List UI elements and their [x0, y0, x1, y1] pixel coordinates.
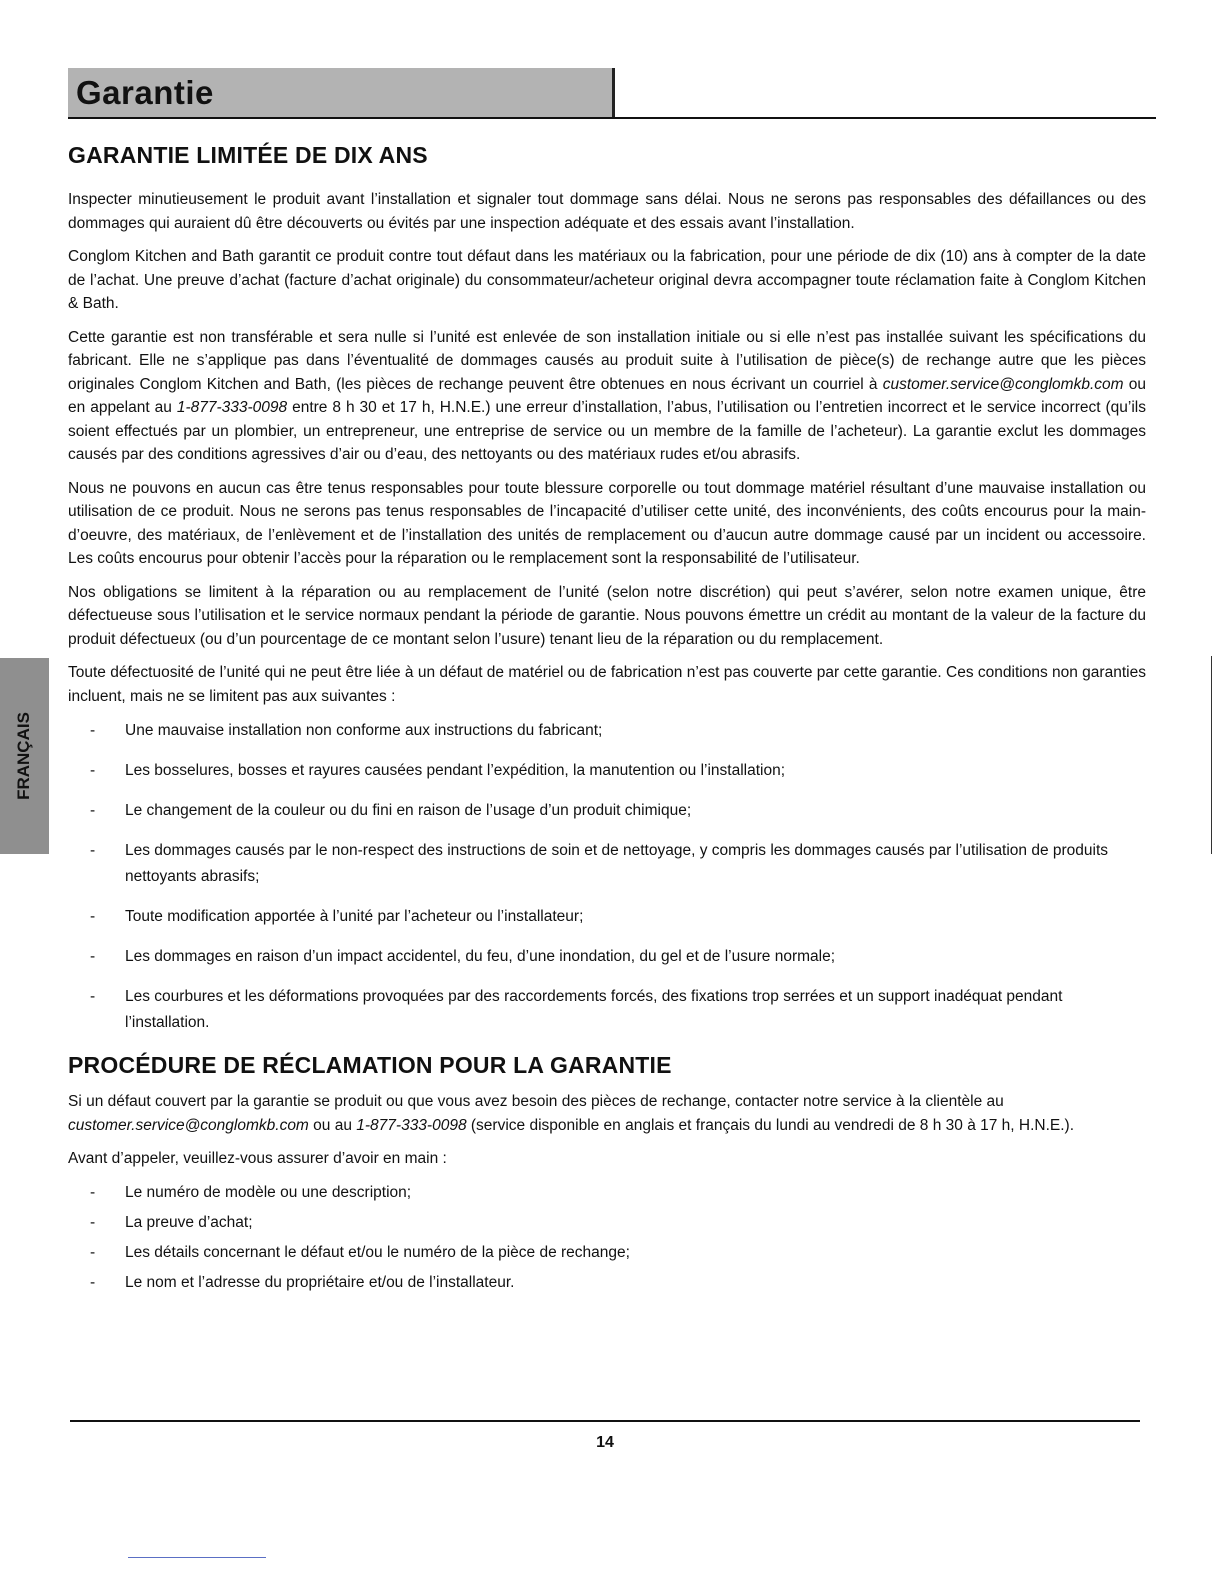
list-item: - Le changement de la couleur ou du fini en raison de l’usage d’un produit chimique; — [90, 802, 692, 819]
coverage-paragraph: Conglom Kitchen and Bath garantit ce produit contre tout défaut dans les matériaux ou la fabrication, pour une période de dix (10) ans à compter de la date de l’achat. Une preuve d’achat (facture d’achat originale) du consommateur/acheteur original devra accompagner toute réclamation faite à Conglom Kitchen & Bath. — [68, 248, 1146, 312]
phone-number: 1-877-333-0098 — [356, 1116, 467, 1134]
obligations-paragraph: Nos obligations se limitent à la réparation ou au remplacement de l’unité (selon notre discrétion) qui peut s’avérer, selon notre examen unique, être défectueuse sous l’utilisation et le service normaux pendant la période de garantie. Nous pouvons émettre un crédit au montant de la valeur de la facture du produit défectueux (ou d’un pourcentage de ce montant selon l’usure) tenant lieu de la réparation ou du remplacement. — [68, 583, 1146, 648]
list-item: - Toute modification apportée à l’unité par l’acheteur ou l’installateur; — [90, 908, 584, 925]
email-link[interactable]: customer.service@conglomkb.com — [882, 375, 1124, 393]
list-item: - Le numéro de modèle ou une description; — [90, 1183, 412, 1201]
claim-procedure-heading: PROCÉDURE DE RÉCLAMATION POUR LA GARANTIE — [68, 1052, 672, 1078]
exclusions-list — [68, 718, 1146, 1036]
inspection-paragraph: Inspecter minutieusement le produit avant l’installation et signaler tout dommage sans délai. Nous ne serons pas responsables des défaillances ou des dommages qui auraient dû être découverts ou évités par une inspection adéquate et des essais avant l’installation. — [68, 191, 1146, 232]
list-item: - Une mauvaise installation non conforme aux instructions du fabricant; — [90, 722, 603, 739]
header-divider — [68, 117, 1156, 119]
list-item: - Les bosselures, bosses et rayures causées pendant l’expédition, la manutention ou l’installation; — [90, 762, 786, 779]
footer-divider — [70, 1420, 1140, 1422]
list-item: - La preuve d’achat; — [90, 1213, 253, 1231]
claim-contact-paragraph: Si un défaut couvert par la garantie se produit ou que vous avez besoin des pièces de rechange, contacter notre service à la clientèle au customer.service@conglomkb.com ou au 1-877-333-0098 (service disponible en anglais et français du lundi au vendredi de 8 h 30 à 17 h, H.N.E.). — [68, 1093, 1075, 1134]
language-tab-label: FRANÇAIS — [14, 712, 33, 800]
warranty-heading: GARANTIE LIMITÉE DE DIX ANS — [68, 142, 428, 168]
exclusions-intro: Toute défectuosité de l’unité qui ne peut être liée à un défaut de matériel ou de fabrication n’est pas couverte par cette garantie. Ces conditions non garanties incluent, mais ne se limitent pas aux suivantes : — [68, 664, 1146, 705]
warranty-content — [68, 140, 1146, 1301]
bottom-link-underline — [128, 1557, 266, 1558]
list-item: - Le nom et l’adresse du propriétaire et/ou de l’installateur. — [90, 1273, 515, 1291]
page-title: Garantie — [76, 74, 214, 111]
margin-mark — [1211, 656, 1212, 854]
language-tab — [0, 658, 49, 854]
list-item: - Les dommages causés par le non-respect des instructions de soin et de nettoyage, y compris les dommages causés par l’utilisation de produits nettoyants abrasifs; — [90, 842, 1109, 885]
liability-paragraph: Nous ne pouvons en aucun cas être tenus responsables pour toute blessure corporelle ou tout dommage matériel résultant d’une mauvaise installation ou utilisation de ce produit. Nous ne serons pas tenus responsables de l’incapacité d’utiliser cette unité, des inconvénients, des coûts encourus pour la main-d’oeuvre, des matériaux, de l’enlèvement et de l’installation des unités de remplacement ou d’aucun autre dommage causé par un incident ou accessoire. Les coûts encourus pour obtenir l’accès pour la réparation ou le remplacement sont la responsabilité de l’utilisateur. — [68, 479, 1146, 567]
section-header-bar — [68, 68, 615, 118]
page-number: 14 — [596, 1434, 614, 1451]
transfer-paragraph: Cette garantie est non transférable et sera nulle si l’unité est enlevée de son installation initiale ou si elle n’est pas installée suivant les spécifications du fabricant. Elle ne s’applique pas dans l’éventualité de dommages causés au produit suite à l’utilisation de pièce(s) de rechange autre que les pièces originales Conglom Kitchen and Bath, (les pièces de rechange peuvent être obtenues en nous écrivant un courriel à customer.service@conglomkb.com ou en appelant au 1-877-333-0098 entre 8 h 30 et 17 h, H.N.E.) une erreur d’installation, l’abus, l’utilisation ou l’entretien incorrect et le service incorrect (qu’ils soient effectués par un plombier, un entrepreneur, une entreprise de service ou un membre de la famille de l’acheteur). La garantie exclut les dommages causés par des conditions agressives d’air ou d’eau, des nettoyants ou des matériaux rudes et/ou abrasifs. — [68, 328, 1146, 463]
list-item: - Les dommages en raison d’un impact accidentel, du feu, d’une inondation, du gel et de l’usure normale; — [90, 948, 836, 965]
email-link[interactable]: customer.service@conglomkb.com — [68, 1116, 309, 1134]
claim-checklist — [68, 1181, 1146, 1295]
list-item: - Les détails concernant le défaut et/ou le numéro de la pièce de rechange; — [90, 1243, 630, 1261]
list-item: - Les courbures et les déformations provoquées par des raccordements forcés, des fixations trop serrées et un support inadéquat pendant l’installation. — [90, 988, 1063, 1031]
before-calling-paragraph: Avant d’appeler, veuillez-vous assurer d’avoir en main : — [68, 1150, 447, 1167]
phone-number: 1-877-333-0098 — [176, 399, 288, 416]
